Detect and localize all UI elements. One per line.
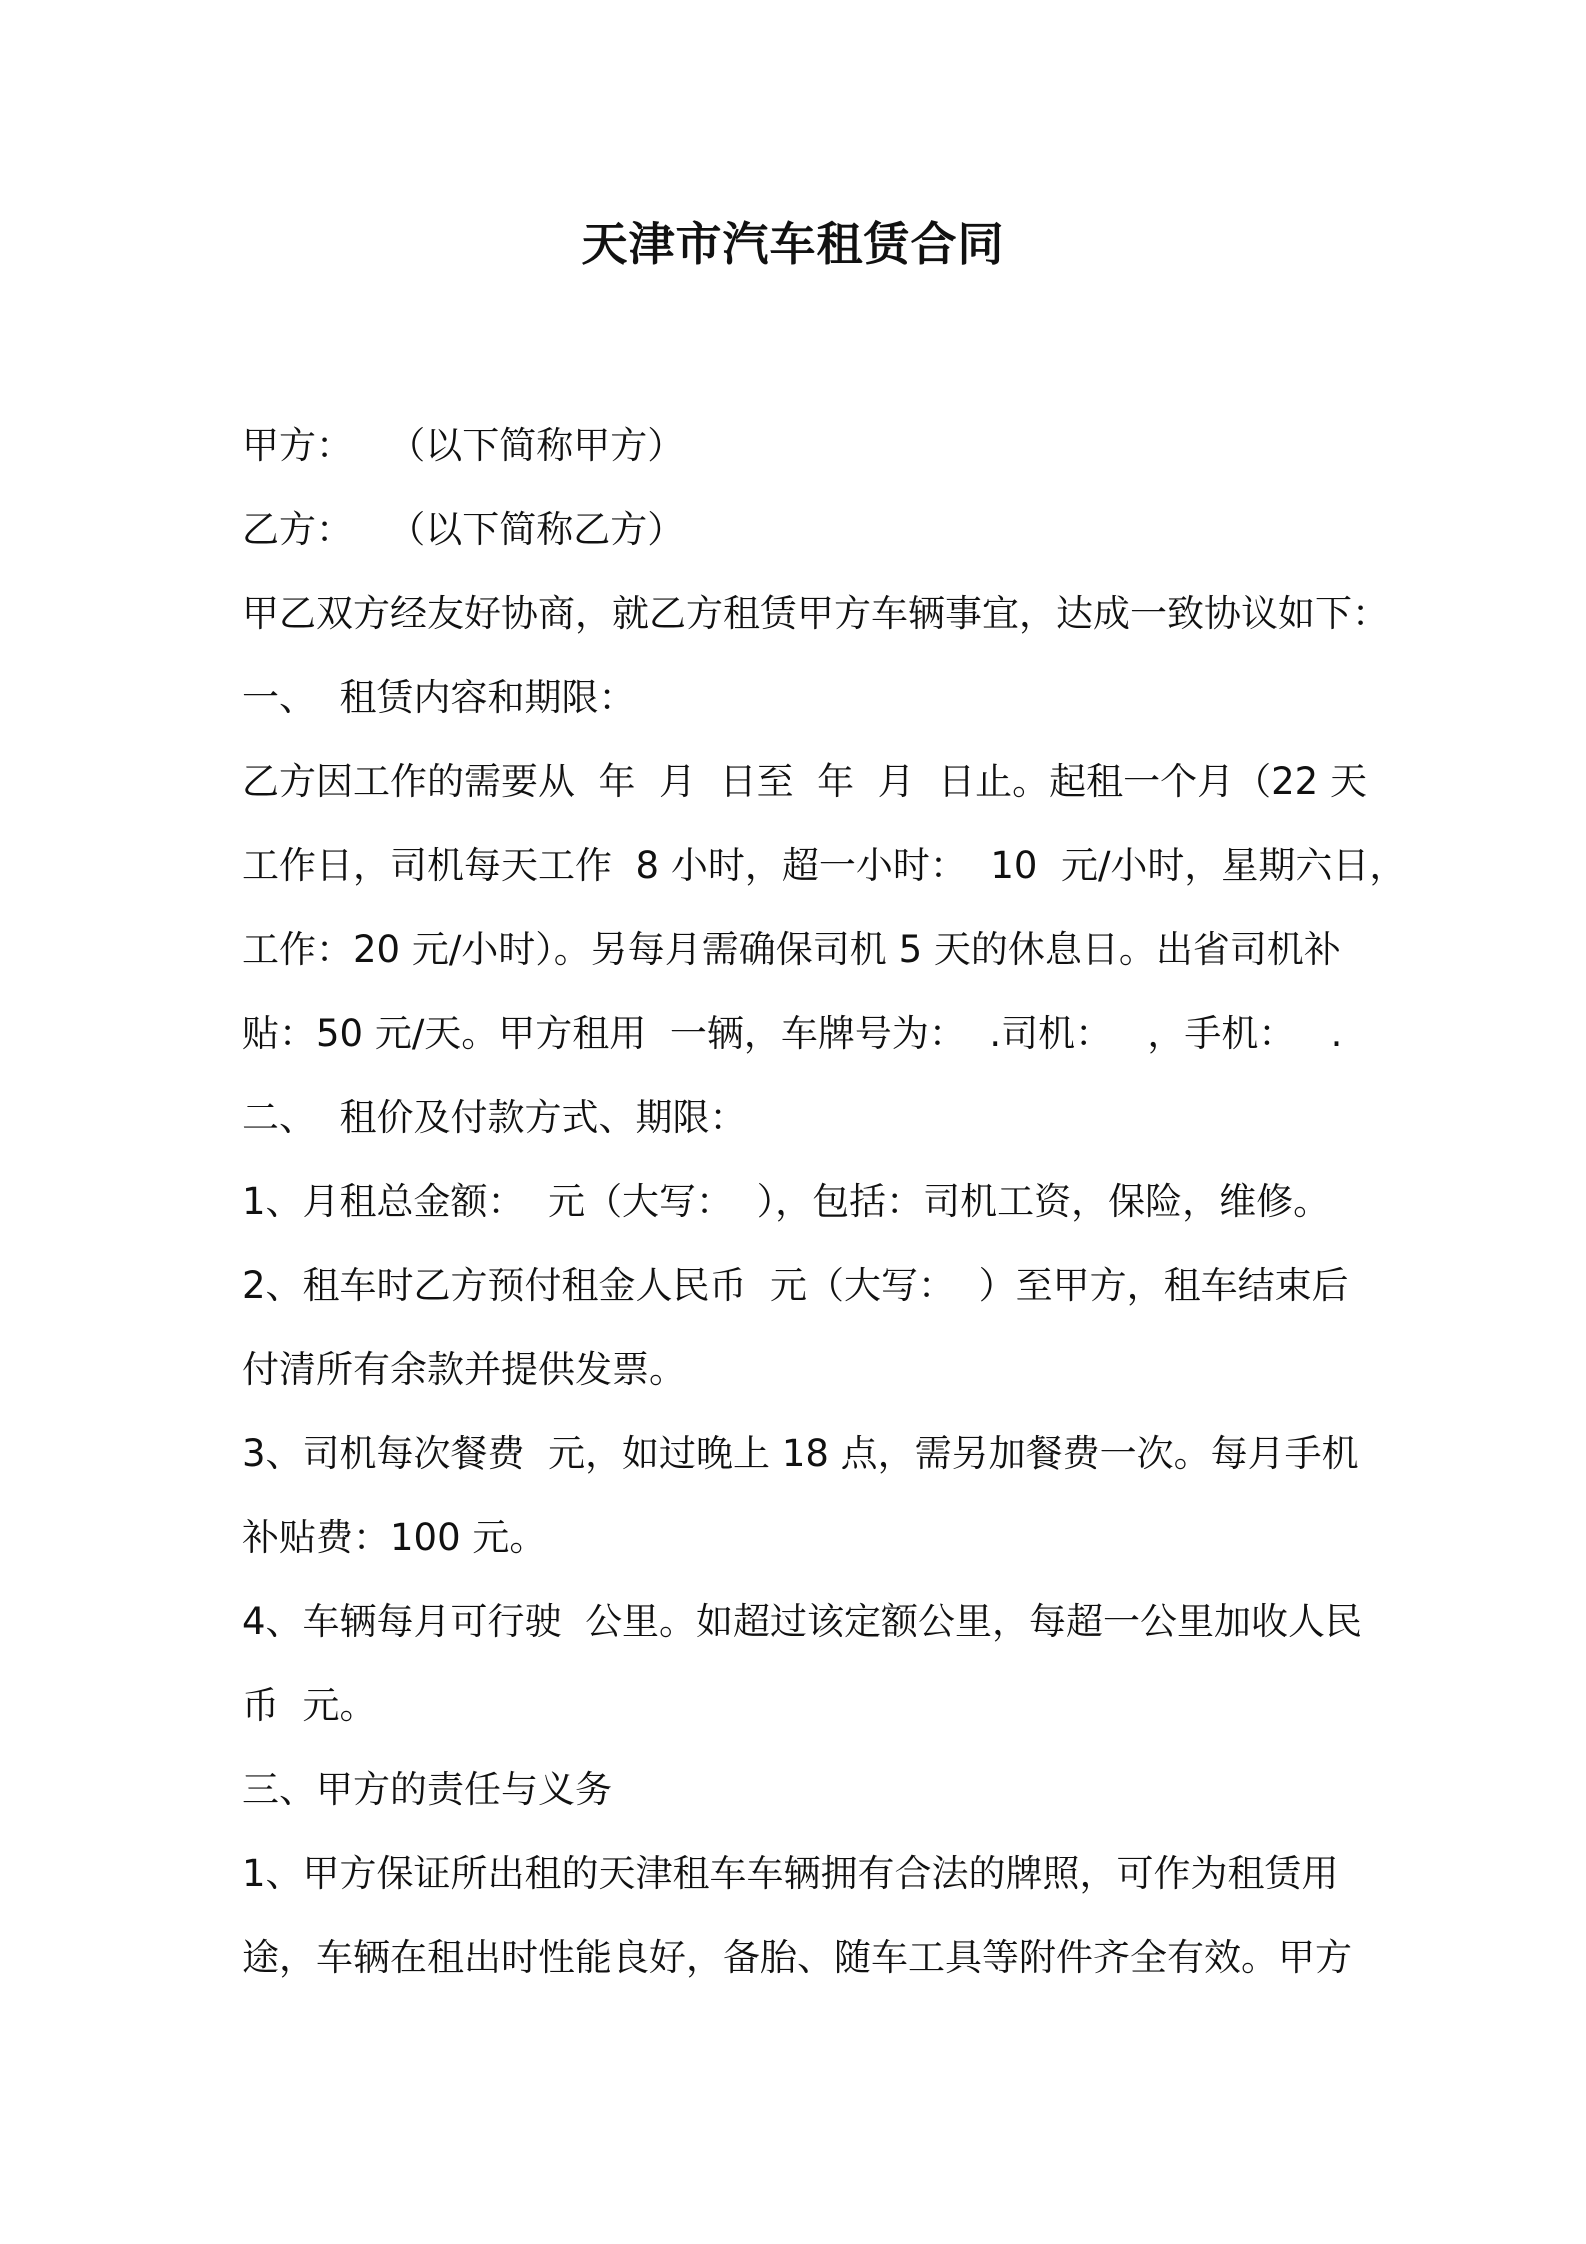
section-heading-2: 二、 租价及付款方式、期限： <box>242 1096 747 1139</box>
section-heading-1: 一、 租赁内容和期限： <box>242 676 636 719</box>
paragraph-line: 工作：20 元/小时）。另每月需确保司机 5 天的休息日。出省司机补 <box>242 928 1341 971</box>
clause-line: 补贴费：100 元。 <box>242 1516 547 1559</box>
clause-line: 3、司机每次餐费 元，如过晚上 18 点，需另加餐费一次。每月手机 <box>242 1432 1359 1475</box>
document-title: 天津市汽车租赁合同 <box>581 217 1005 271</box>
clause-line: 1、甲方保证所出租的天津租车车辆拥有合法的牌照，可作为租赁用 <box>242 1852 1339 1895</box>
clause-line: 币 元。 <box>242 1684 377 1727</box>
clause-line: 4、车辆每月可行驶 公里。如超过该定额公里，每超一公里加收人民 <box>242 1600 1363 1643</box>
party-b-line: 乙方： （以下简称乙方） <box>242 508 685 551</box>
document-body <box>242 404 1407 2000</box>
clause-line: 途，车辆在租出时性能良好，备胎、随车工具等附件齐全有效。甲方 <box>242 1936 1352 1979</box>
paragraph-line: 贴：50 元/天。甲方租用 一辆，车牌号为： .司机： ，手机： . <box>242 1012 1343 1055</box>
paragraph-line: 乙方因工作的需要从 年 月 日至 年 月 日止。起租一个月（22 天 <box>242 760 1367 803</box>
paragraph-line: 工作日，司机每天工作 8 小时，超一小时： 10 元/小时，星期六日， <box>242 844 1407 887</box>
section-heading-3: 三、甲方的责任与义务 <box>242 1768 612 1811</box>
clause-line: 1、月租总金额： 元（大写： ），包括：司机工资，保险，维修。 <box>242 1180 1331 1223</box>
clause-line: 2、租车时乙方预付租金人民币 元（大写： ）至甲方，租车结束后 <box>242 1264 1349 1307</box>
party-a-line: 甲方： （以下简称甲方） <box>242 424 685 467</box>
clause-line: 付清所有余款并提供发票。 <box>242 1348 686 1391</box>
agreement-intro: 甲乙双方经友好协商，就乙方租赁甲方车辆事宜，达成一致协议如下： <box>242 592 1389 635</box>
